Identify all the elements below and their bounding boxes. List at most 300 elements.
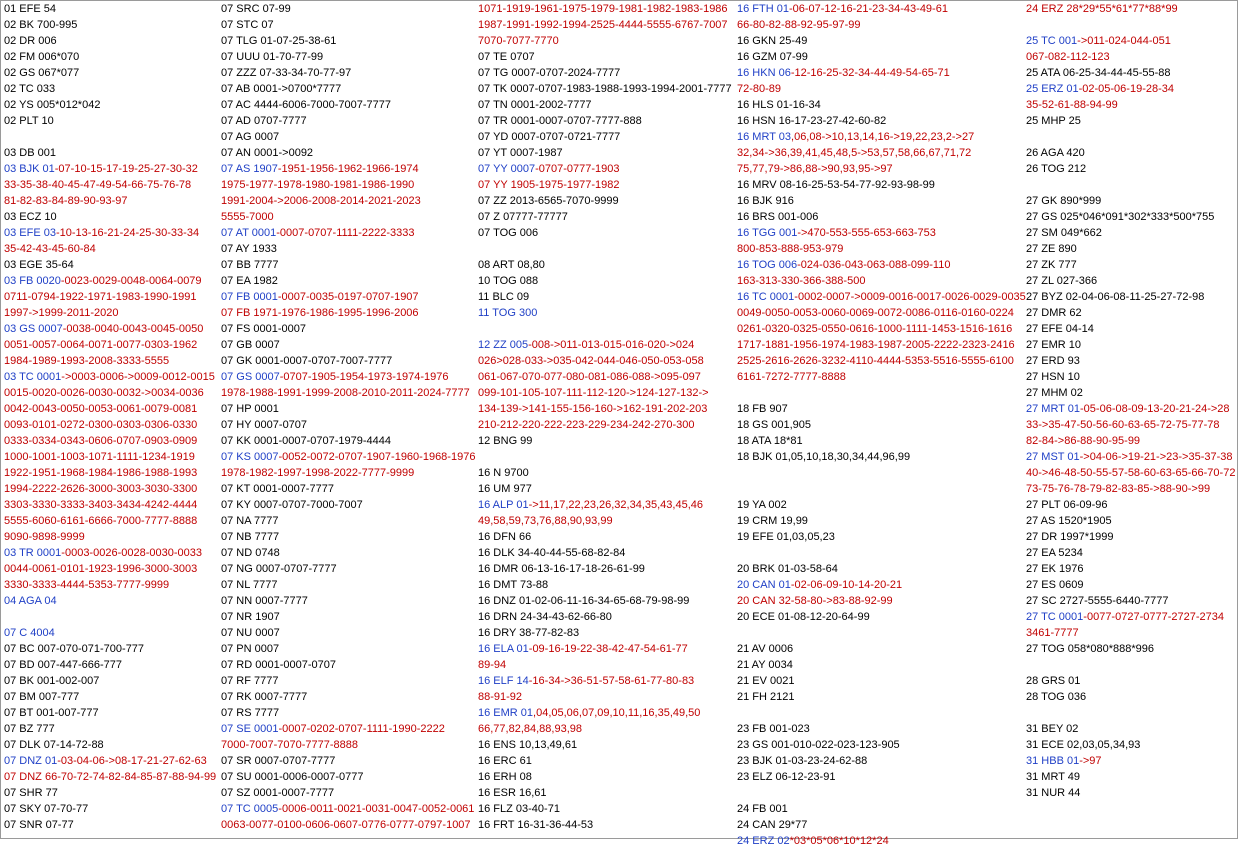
entry-line bbox=[221, 609, 475, 625]
entry-line bbox=[221, 673, 475, 689]
entry-line bbox=[221, 17, 475, 33]
entry-text: 07 BZ 777 bbox=[4, 723, 55, 735]
entry-numbers: ->11,17,22,23,26,32,34,35,43,45,46 bbox=[528, 499, 703, 511]
entry-text: 25 ATA 06-25-34-44-45-55-88 bbox=[1026, 67, 1171, 79]
entry-numbers: -0006-0011-0021-0031-0047-0052-0061 bbox=[278, 803, 475, 815]
entry-numbers: -0023-0029-0048-0064-0079 bbox=[60, 275, 202, 287]
entry-line bbox=[478, 417, 734, 433]
entry-numbers: *03*05*06*10*12*24 bbox=[789, 835, 889, 847]
entry-code: 07 SE 0001 bbox=[221, 723, 279, 735]
entry-line bbox=[4, 353, 218, 369]
entry-line bbox=[221, 97, 475, 113]
entry-line bbox=[221, 321, 475, 337]
entry-line bbox=[1026, 449, 1236, 465]
entry-line bbox=[478, 209, 734, 225]
entry-line bbox=[1026, 49, 1236, 65]
entry-line bbox=[478, 401, 734, 417]
entry-text: 16 DFN 66 bbox=[478, 531, 532, 543]
entry-line bbox=[221, 481, 475, 497]
entry-line bbox=[737, 161, 1023, 177]
entry-text: 18 FB 907 bbox=[737, 403, 788, 415]
entry-line bbox=[478, 1, 734, 17]
entry-text: 11 BLC 09 bbox=[478, 291, 530, 303]
entry-text: 07 TR 0001-0007-0707-7777-888 bbox=[478, 115, 642, 127]
entry-text: 27 PLT 06-09-96 bbox=[1026, 499, 1108, 511]
entry-line bbox=[221, 241, 475, 257]
entry-text: 07 GK 0001-0007-0707-7007-7777 bbox=[221, 355, 393, 367]
entry-line bbox=[737, 65, 1023, 81]
entry-line bbox=[478, 113, 734, 129]
entry-line bbox=[1026, 433, 1236, 449]
entry-line bbox=[4, 273, 218, 289]
entry-text: 23 ELZ 06-12-23-91 bbox=[737, 771, 836, 783]
entry-text: 07 Z 07777-77777 bbox=[478, 211, 568, 223]
entry-text: 16 ENS 10,13,49,61 bbox=[478, 739, 578, 751]
entry-line bbox=[4, 449, 218, 465]
entry-text: 19 YA 002 bbox=[737, 499, 787, 511]
entry-line bbox=[737, 353, 1023, 369]
entry-line bbox=[737, 497, 1023, 513]
entry-code: 25 TC 001 bbox=[1026, 35, 1078, 47]
entry-code: 16 TC 0001 bbox=[737, 291, 795, 303]
entry-numbers: -0052-0072-0707-1907-1960-1968-1976 bbox=[278, 451, 476, 463]
entry-numbers: 35-42-43-45-60-84 bbox=[4, 243, 96, 255]
entry-line bbox=[1026, 353, 1236, 369]
entry-numbers: 210-212-220-222-223-229-234-242-270-300 bbox=[478, 419, 695, 431]
entry-line bbox=[1026, 337, 1236, 353]
entry-text: 07 RF 7777 bbox=[221, 675, 279, 687]
entry-numbers: 1717-1881-1956-1974-1983-1987-2005-2222-2323-2416 bbox=[737, 339, 1015, 351]
entry-text: 27 MHM 02 bbox=[1026, 387, 1083, 399]
blank-line bbox=[478, 241, 734, 257]
entry-line bbox=[478, 33, 734, 49]
entry-line bbox=[478, 81, 734, 97]
entry-line bbox=[4, 321, 218, 337]
entry-line bbox=[4, 241, 218, 257]
entry-numbers: 82-84->86-88-90-95-99 bbox=[1026, 435, 1141, 447]
entry-text: 07 KY 0007-0707-7000-7007 bbox=[221, 499, 363, 511]
entry-line bbox=[478, 545, 734, 561]
entry-line bbox=[4, 513, 218, 529]
entry-text: 25 MHP 25 bbox=[1026, 115, 1081, 127]
entry-line bbox=[1026, 545, 1236, 561]
entry-code: 16 HKN 06 bbox=[737, 67, 791, 79]
entry-text: 20 ECE 01-08-12-20-64-99 bbox=[737, 611, 870, 623]
entry-line bbox=[4, 97, 218, 113]
entry-text: 16 MRV 08-16-25-53-54-77-92-93-98-99 bbox=[737, 179, 935, 191]
entry-line bbox=[1026, 257, 1236, 273]
entry-line bbox=[4, 65, 218, 81]
entry-line bbox=[1026, 161, 1236, 177]
entry-line bbox=[4, 81, 218, 97]
entry-text: 07 AY 1933 bbox=[221, 243, 277, 255]
entry-numbers: 2525-2616-2626-3232-4110-4444-5353-5516-5555-6100 bbox=[737, 355, 1014, 367]
entry-numbers: -03-04-06->08-17-21-27-62-63 bbox=[57, 755, 207, 767]
entry-line bbox=[737, 577, 1023, 593]
entry-text: 18 ATA 18*81 bbox=[737, 435, 803, 447]
entry-numbers: 3330-3333-4444-5353-7777-9999 bbox=[4, 579, 170, 591]
entry-line bbox=[4, 17, 218, 33]
entry-numbers: 33->35-47-50-56-60-63-65-72-75-77-78 bbox=[1026, 419, 1220, 431]
entry-numbers: 099-101-105-107-111-112-120->124-127-132-> bbox=[478, 387, 709, 399]
entry-text: 16 GKN 25-49 bbox=[737, 35, 808, 47]
entry-text: 27 GS 025*046*091*302*333*500*755 bbox=[1026, 211, 1215, 223]
entry-line bbox=[4, 737, 218, 753]
entry-line bbox=[478, 49, 734, 65]
entry-numbers: ->470-553-555-653-663-753 bbox=[797, 227, 936, 239]
entry-line bbox=[221, 145, 475, 161]
entry-text: 07 YD 0007-0707-0721-7777 bbox=[478, 131, 621, 143]
entry-numbers: 7070-7077-7770 bbox=[478, 35, 559, 47]
entry-line bbox=[221, 497, 475, 513]
entry-line bbox=[737, 209, 1023, 225]
entry-text: 31 NUR 44 bbox=[1026, 787, 1081, 799]
entry-numbers: 66-80-82-88-92-95-97-99 bbox=[737, 19, 861, 31]
entry-line bbox=[737, 33, 1023, 49]
entry-code: 07 DNZ 01 bbox=[4, 755, 58, 767]
entry-line bbox=[4, 705, 218, 721]
entry-text: 27 EA 5234 bbox=[1026, 547, 1083, 559]
entry-line bbox=[4, 113, 218, 129]
entry-text: 07 SU 0001-0006-0007-0777 bbox=[221, 771, 364, 783]
entry-text: 07 SNR 07-77 bbox=[4, 819, 74, 831]
entry-line bbox=[4, 417, 218, 433]
entry-text: 27 GK 890*999 bbox=[1026, 195, 1102, 207]
entry-line bbox=[478, 497, 734, 513]
entry-code: 07 GS 0007 bbox=[221, 371, 280, 383]
entry-text: 27 DMR 62 bbox=[1026, 307, 1082, 319]
entry-line bbox=[478, 689, 734, 705]
entry-text: 07 TN 0001-2002-7777 bbox=[478, 99, 592, 111]
entry-text: 16 FRT 16-31-36-44-53 bbox=[478, 819, 594, 831]
entry-line bbox=[221, 353, 475, 369]
entry-text: 24 CAN 29*77 bbox=[737, 819, 808, 831]
entry-line bbox=[4, 657, 218, 673]
entry-line bbox=[221, 65, 475, 81]
entry-line bbox=[737, 81, 1023, 97]
entry-line bbox=[478, 641, 734, 657]
entry-text: 07 RD 0001-0007-0707 bbox=[221, 659, 336, 671]
entry-text: 19 EFE 01,03,05,23 bbox=[737, 531, 835, 543]
entry-numbers: 72-80-89 bbox=[737, 83, 782, 95]
entry-text: 07 TLG 01-07-25-38-61 bbox=[221, 35, 337, 47]
entry-numbers: 0063-0077-0100-0606-0607-0776-0777-0797-1007 bbox=[221, 819, 471, 831]
entry-text: 16 ERC 61 bbox=[478, 755, 532, 767]
entry-numbers: ->97 bbox=[1079, 755, 1102, 767]
entry-line bbox=[1026, 481, 1236, 497]
entry-numbers: 9090-9898-9999 bbox=[4, 531, 85, 543]
entry-text: 07 KK 0001-0007-0707-1979-4444 bbox=[221, 435, 392, 447]
entry-line bbox=[737, 401, 1023, 417]
entry-text: 02 YS 005*012*042 bbox=[4, 99, 101, 111]
entry-text: 24 FB 001 bbox=[737, 803, 788, 815]
entry-numbers: 75,77,79->86,88->90,93,95->97 bbox=[737, 163, 893, 175]
entry-text: 18 GS 001,905 bbox=[737, 419, 812, 431]
entry-line bbox=[737, 689, 1023, 705]
entry-line bbox=[478, 513, 734, 529]
entry-line bbox=[221, 113, 475, 129]
entry-line bbox=[478, 561, 734, 577]
entry-numbers: 32,34->36,39,41,45,48,5->53,57,58,66,67,71,72 bbox=[737, 147, 972, 159]
entry-line bbox=[221, 257, 475, 273]
entry-line bbox=[221, 401, 475, 417]
entry-line bbox=[221, 593, 475, 609]
entry-code: 11 TOG 300 bbox=[478, 307, 538, 319]
entry-line bbox=[4, 529, 218, 545]
entry-code: 31 HBB 01 bbox=[1026, 755, 1080, 767]
entry-text: 20 BRK 01-03-58-64 bbox=[737, 563, 838, 575]
entry-line bbox=[737, 513, 1023, 529]
entry-numbers: 0261-0320-0325-0550-0616-1000-1111-1453-1516-1616 bbox=[737, 323, 1013, 335]
entry-line bbox=[221, 417, 475, 433]
entry-numbers: -0707-0777-1903 bbox=[535, 163, 620, 175]
entry-numbers: -07-10-15-17-19-25-27-30-32 bbox=[54, 163, 198, 175]
entry-line bbox=[1026, 785, 1236, 801]
entry-text: 16 DNZ 01-02-06-11-16-34-65-68-79-98-99 bbox=[478, 595, 690, 607]
entry-line bbox=[1026, 225, 1236, 241]
entry-line bbox=[478, 625, 734, 641]
entry-line bbox=[737, 641, 1023, 657]
entry-numbers: 81-82-83-84-89-90-93-97 bbox=[4, 195, 128, 207]
entry-line bbox=[221, 641, 475, 657]
entry-text: 26 TOG 212 bbox=[1026, 163, 1087, 175]
blank-line bbox=[1026, 17, 1236, 33]
entry-numbers: 067-082-112-123 bbox=[1026, 51, 1110, 63]
entry-text: 26 AGA 420 bbox=[1026, 147, 1085, 159]
entry-line bbox=[478, 145, 734, 161]
entry-line bbox=[478, 529, 734, 545]
entry-text: 07 PN 0007 bbox=[221, 643, 280, 655]
entry-line bbox=[1026, 97, 1236, 113]
entry-text: 27 EK 1976 bbox=[1026, 563, 1084, 575]
entry-text: 07 NG 0007-0707-7777 bbox=[221, 563, 337, 575]
blank-line bbox=[1026, 177, 1236, 193]
entry-line bbox=[4, 481, 218, 497]
entry-numbers: 1000-1001-1003-1071-1111-1234-1919 bbox=[4, 451, 195, 463]
entry-line bbox=[221, 161, 475, 177]
entry-text: 03 EGE 35-64 bbox=[4, 259, 74, 271]
entry-numbers: 66,77,82,84,88,93,98 bbox=[478, 723, 582, 735]
entry-text: 07 BC 007-070-071-700-777 bbox=[4, 643, 145, 655]
entry-line bbox=[737, 1, 1023, 17]
entry-text: 07 UUU 01-70-77-99 bbox=[221, 51, 324, 63]
entry-text: 03 ECZ 10 bbox=[4, 211, 57, 223]
entry-line bbox=[221, 801, 475, 817]
entry-line bbox=[1026, 65, 1236, 81]
entry-code: 07 AT 0001 bbox=[221, 227, 277, 239]
entry-line bbox=[737, 177, 1023, 193]
entry-code: 07 YY 0007 bbox=[478, 163, 536, 175]
entry-text: 16 DRN 24-34-43-62-66-80 bbox=[478, 611, 612, 623]
entry-line bbox=[4, 33, 218, 49]
entry-numbers: 1984-1989-1993-2008-3333-5555 bbox=[4, 355, 170, 367]
blank-line bbox=[4, 129, 218, 145]
entry-line bbox=[221, 433, 475, 449]
entry-text: 21 EV 0021 bbox=[737, 675, 795, 687]
entry-line bbox=[4, 225, 218, 241]
entry-text: 27 AS 1520*1905 bbox=[1026, 515, 1112, 527]
entry-code: 16 EMR 01 bbox=[478, 707, 534, 719]
entry-numbers: 061-067-070-077-080-081-086-088->095-097 bbox=[478, 371, 701, 383]
entry-text: 07 AB 0001->0700*7777 bbox=[221, 83, 342, 95]
entry-text: 07 TK 0007-0707-1983-1988-1993-1994-2001-7777 bbox=[478, 83, 732, 95]
entry-line bbox=[221, 529, 475, 545]
entry-text: 10 TOG 088 bbox=[478, 275, 539, 287]
entry-line bbox=[478, 289, 734, 305]
entry-code: 16 ELF 14 bbox=[478, 675, 529, 687]
entry-line bbox=[478, 673, 734, 689]
entry-line bbox=[1026, 321, 1236, 337]
entry-line bbox=[737, 289, 1026, 305]
entry-line bbox=[221, 577, 475, 593]
entry-line bbox=[478, 193, 734, 209]
entry-text: 27 HSN 10 bbox=[1026, 371, 1080, 383]
entry-line bbox=[1026, 641, 1236, 657]
entry-numbers: 026>028-033->035-042-044-046-050-053-058 bbox=[478, 355, 704, 367]
entry-line bbox=[4, 209, 218, 225]
entry-line bbox=[478, 17, 734, 33]
entry-line bbox=[1026, 369, 1236, 385]
entry-numbers: 1071-1919-1961-1975-1979-1981-1982-1983-1986 bbox=[478, 3, 728, 15]
entry-line bbox=[221, 625, 475, 641]
entry-line bbox=[478, 225, 734, 241]
entry-line bbox=[737, 337, 1023, 353]
entry-numbers: 0333-0334-0343-0606-0707-0903-0909 bbox=[4, 435, 198, 447]
entry-line bbox=[737, 273, 1023, 289]
entry-text: 16 BRS 001-006 bbox=[737, 211, 819, 223]
column-5 bbox=[1026, 1, 1236, 840]
entry-code: 16 ELA 01 bbox=[478, 643, 529, 655]
entry-numbers: -1951-1956-1962-1966-1974 bbox=[277, 163, 419, 175]
entry-numbers: -05-06-08-09-13-20-21-24->28 bbox=[1080, 403, 1230, 415]
entry-line bbox=[478, 129, 734, 145]
entry-line bbox=[478, 257, 734, 273]
entry-line bbox=[737, 769, 1023, 785]
entry-text: 21 AV 0006 bbox=[737, 643, 794, 655]
entry-line bbox=[221, 193, 475, 209]
entry-numbers: -0002-0007->0009-0016-0017-0026-0029-0035 bbox=[794, 291, 1026, 303]
entry-line bbox=[478, 433, 734, 449]
entry-text: 16 GZM 07-99 bbox=[737, 51, 808, 63]
entry-line bbox=[1026, 401, 1236, 417]
blank-line bbox=[1026, 705, 1236, 721]
entry-text: 19 CRM 19,99 bbox=[737, 515, 808, 527]
entry-line bbox=[221, 129, 475, 145]
entry-numbers: -024-036-043-063-088-099-110 bbox=[797, 259, 951, 271]
entry-text: 27 BYZ 02-04-06-08-11-25-27-72-98 bbox=[1026, 291, 1205, 303]
entry-numbers: 1997->1999-2011-2020 bbox=[4, 307, 119, 319]
entry-text: 02 TC 033 bbox=[4, 83, 56, 95]
entry-numbers: 0042-0043-0050-0053-0061-0079-0081 bbox=[4, 403, 198, 415]
entry-line bbox=[221, 689, 475, 705]
entry-line bbox=[737, 609, 1023, 625]
entry-line bbox=[221, 513, 475, 529]
entry-numbers: 1978-1988-1991-1999-2008-2010-2011-2024-7777 bbox=[221, 387, 470, 399]
entry-text: 23 FB 001-023 bbox=[737, 723, 810, 735]
entry-text: 27 SC 2727-5555-6440-7777 bbox=[1026, 595, 1169, 607]
entry-code: 03 TC 0001 bbox=[4, 371, 62, 383]
entry-line bbox=[1026, 577, 1236, 593]
entry-line bbox=[4, 721, 218, 737]
entry-line bbox=[478, 785, 734, 801]
entry-text: 27 ERD 93 bbox=[1026, 355, 1080, 367]
entry-line bbox=[1026, 673, 1236, 689]
entry-text: 07 AN 0001->0092 bbox=[221, 147, 314, 159]
entry-code: 07 FB 0001 bbox=[221, 291, 278, 303]
entry-text: 07 HP 0001 bbox=[221, 403, 279, 415]
entry-numbers: 163-313-330-366-388-500 bbox=[737, 275, 866, 287]
entry-line bbox=[4, 369, 218, 385]
entry-numbers: 800-853-888-953-979 bbox=[737, 243, 844, 255]
entry-text: 07 NA 7777 bbox=[221, 515, 279, 527]
entry-code: 16 FTH 01 bbox=[737, 3, 789, 15]
entry-line bbox=[737, 721, 1023, 737]
entry-code: 04 AGA 04 bbox=[4, 595, 57, 607]
blank-line bbox=[1026, 129, 1236, 145]
entry-text: 16 DRY 38-77-82-83 bbox=[478, 627, 580, 639]
entry-numbers: -0003-0026-0028-0030-0033 bbox=[61, 547, 202, 559]
entry-line bbox=[478, 737, 734, 753]
entry-numbers: -02-05-06-19-28-34 bbox=[1078, 83, 1174, 95]
entry-line bbox=[737, 737, 1023, 753]
entry-text: 07 SKY 07-70-77 bbox=[4, 803, 89, 815]
entry-code: 07 C 4004 bbox=[4, 627, 55, 639]
entry-line bbox=[221, 657, 475, 673]
entry-code: 27 MST 01 bbox=[1026, 451, 1080, 463]
entry-line bbox=[737, 113, 1023, 129]
entry-line bbox=[1026, 113, 1236, 129]
entry-line bbox=[478, 65, 734, 81]
entry-code: 03 TR 0001 bbox=[4, 547, 62, 559]
entry-numbers: ,06,08->10,13,14,16->19,22,23,2->27 bbox=[791, 131, 975, 143]
entry-line bbox=[4, 577, 218, 593]
entry-text: 07 ZZZ 07-33-34-70-77-97 bbox=[221, 67, 352, 79]
entry-line bbox=[1026, 193, 1236, 209]
entry-text: 21 FH 2121 bbox=[737, 691, 795, 703]
entry-line bbox=[4, 545, 218, 561]
entry-numbers: ->0003-0006->0009-0012-0015 bbox=[61, 371, 215, 383]
blank-line bbox=[737, 385, 1023, 401]
entry-line bbox=[4, 673, 218, 689]
entry-code: 12 ZZ 005 bbox=[478, 339, 529, 351]
entry-line bbox=[221, 33, 475, 49]
entry-code: 25 ERZ 01 bbox=[1026, 83, 1079, 95]
entry-line bbox=[4, 593, 218, 609]
entry-code: 16 TGG 001 bbox=[737, 227, 798, 239]
entry-numbers: 5555-7000 bbox=[221, 211, 274, 223]
entry-line bbox=[1026, 513, 1236, 529]
entry-line bbox=[1026, 529, 1236, 545]
entry-line bbox=[478, 609, 734, 625]
entry-text: 16 ESR 16,61 bbox=[478, 787, 547, 799]
blank-line bbox=[737, 545, 1023, 561]
entry-text: 07 NU 0007 bbox=[221, 627, 280, 639]
entry-line bbox=[1026, 241, 1236, 257]
entry-numbers: 6161-7272-7777-8888 bbox=[737, 371, 846, 383]
entry-text: 07 ZZ 2013-6565-7070-9999 bbox=[478, 195, 619, 207]
entry-text: 27 SM 049*662 bbox=[1026, 227, 1102, 239]
entry-numbers: 1922-1951-1968-1984-1986-1988-1993 bbox=[4, 467, 198, 479]
entry-text: 07 AD 0707-7777 bbox=[221, 115, 307, 127]
entry-line bbox=[478, 577, 734, 593]
entry-code: 16 TOG 006 bbox=[737, 259, 798, 271]
entry-line bbox=[221, 289, 475, 305]
entry-text: 02 BK 700-995 bbox=[4, 19, 78, 31]
entry-numbers: 89-94 bbox=[478, 659, 507, 671]
entry-line bbox=[1026, 81, 1236, 97]
entry-line bbox=[4, 385, 218, 401]
entry-code: 07 AS 1907 bbox=[221, 163, 278, 175]
